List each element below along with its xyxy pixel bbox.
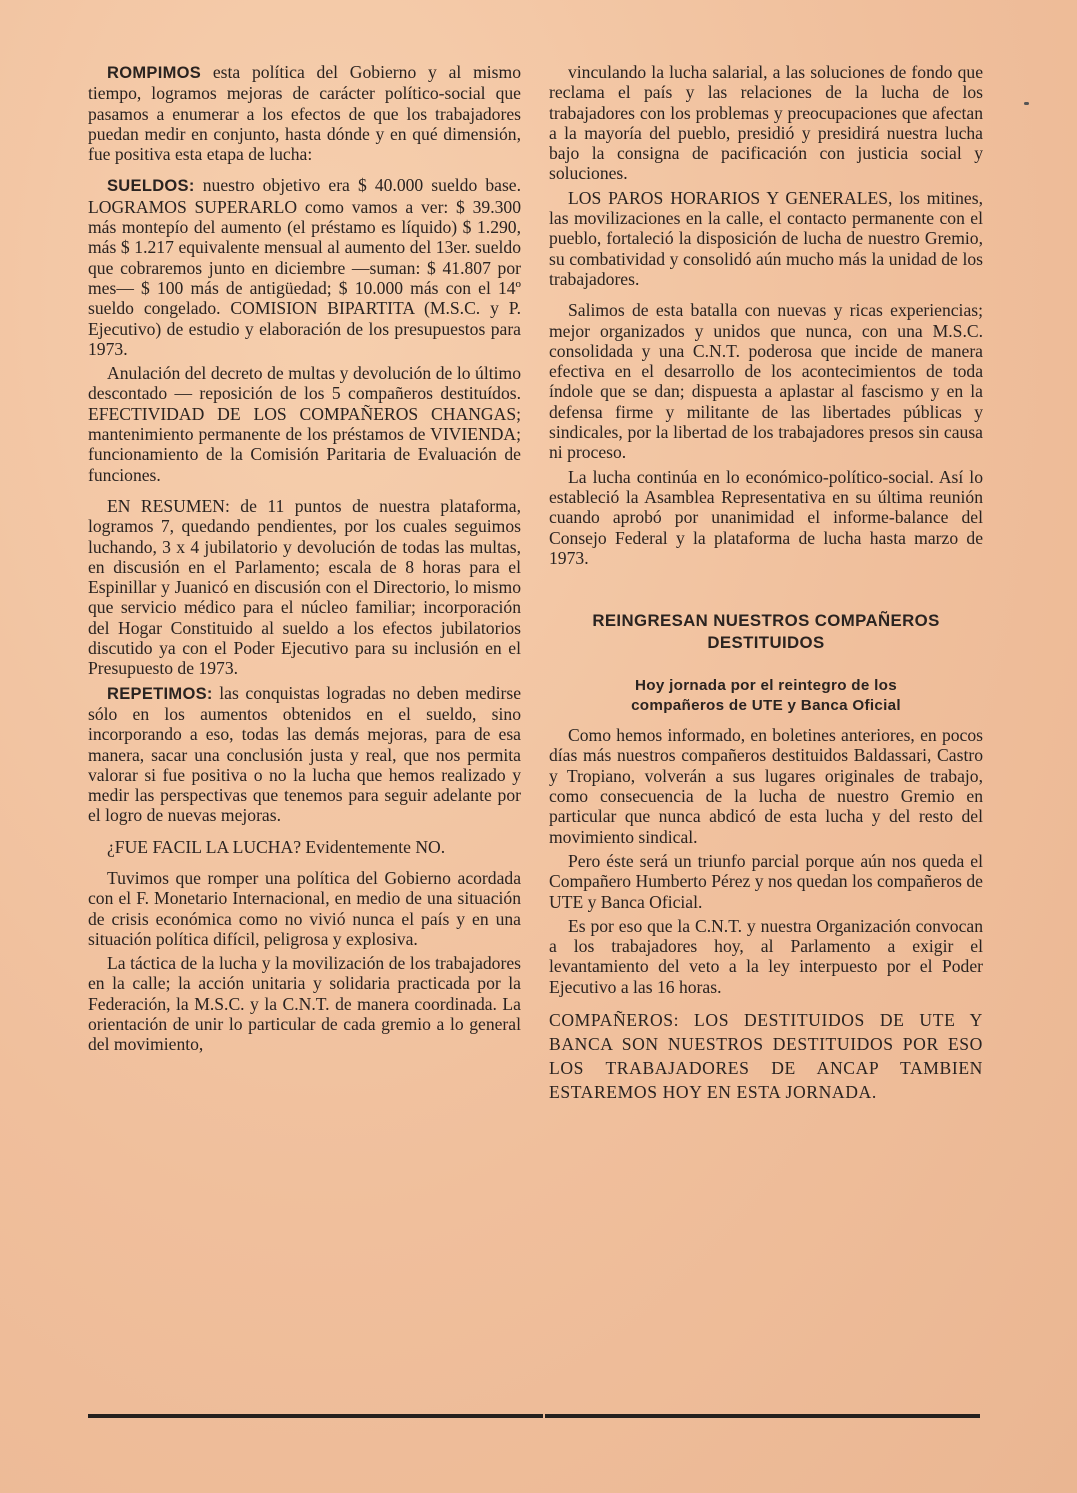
bottom-rule-left — [88, 1414, 543, 1418]
heading-line-2: DESTITUIDOS — [707, 633, 825, 653]
paragraph-text: las conquistas logradas no deben medirse sólo en los aumentos obtenidos en el sueldo, sino incorporando a eso, todas las demás mejoras, para de esa manera, sacar una conclusión justa y real, que nos permita valorar si fue positiva o no la lucha que hemos realizado y medir las perspectivas que tenemos para seguir adelante por el logro de nuevas mejoras. — [88, 682, 521, 826]
paragraph-como-hemos: Como hemos informado, en boletines anteriores, en pocos días más nuestros compañeros destituidos Baldassari, Castro y Tropiano, volverán a sus lugares originales de trabajo, como consecuencia de la lucha de nuestro Gremio en particular que nunca abdicó de esta lucha y del resto del movimiento sindical. — [549, 725, 983, 847]
lead-rompimos: ROMPIMOS — [107, 64, 202, 82]
paragraph-repetimos — [88, 683, 521, 826]
lead-sueldos: SUELDOS: — [107, 177, 195, 196]
lead-repetimos: REPETIMOS: — [107, 684, 213, 703]
paragraph-lucha-continua: La lucha continúa en lo económico-político-social. Así lo estableció la Asamblea Representativa en su última reunión cuando aprobó por unanimidad el informe-balance del Consejo Federal y la plataforma de lucha hasta marzo de 1973. — [549, 466, 983, 568]
paragraph-tuvimos: Tuvimos que romper una política del Gobierno acordada con el F. Monetario Internacional, en medio de una situación de crisis económica como no vivió nunca el país y en una situación política difícil, peligrosa y explosiva. — [88, 867, 521, 949]
left-column — [88, 62, 521, 1066]
paragraph-fue-facil: ¿FUE FACIL LA LUCHA? Evidentemente NO. — [107, 836, 446, 857]
subheading-line-2: compañeros de UTE y Banca Oficial — [631, 697, 901, 715]
paragraph-tactica: La táctica de la lucha y la movilización de los trabajadores en la calle; la acción unitaria y solidaria practicada por la Federación, la M.S.C. y la C.N.T. de manera coordinada. La orientación de unir lo particular de cada gremio a lo general del movimiento, — [88, 953, 521, 1055]
subheading-line-1: Hoy jornada por el reintegro de los — [635, 677, 897, 695]
section-subheading — [549, 676, 983, 716]
paragraph-text: nuestro objetivo era $ 40.000 sueldo base. LOGRAMOS SUPERARLO como vamos a ver: $ 39.300 más montepío del aumento (el préstamo es líquido) $ 1.290, más $ 1.217 equivalente mensual al aumento del 13er. sueldo que cobraremos junto en diciembre —suman: $ 41.807 por mes— $ 100 más de antigüedad; $ 10.000 más con el 14º sueldo congelado. COMISION BIPARTITA (M.S.C. y P. Ejecutivo) de estudio y elaboración de los presupuestos para 1973. — [88, 175, 521, 359]
paragraph-paros: LOS PAROS HORARIOS Y GENERALES, los mitines, las movilizaciones en la calle, el contacto permanente con el pueblo, fortaleció la disposición de lucha de nuestro Gremio, su combatividad y consolidó aún mucho más la unidad de los trabajadores. — [549, 187, 983, 289]
paragraph-convocan: Es por eso que la C.N.T. y nuestra Organización convocan a los trabajadores hoy, al Parlamento a exigir el levantamiento del veto a la ley interpuesto por el Poder Ejecutivo a las 16 horas. — [549, 915, 983, 997]
paragraph-closing: COMPAÑEROS: LOS DESTITUIDOS DE UTE Y BANCA SON NUESTROS DESTITUIDOS POR ESO LOS TRABAJADORES DE ANCAP TAMBIEN ESTAREMOS HOY EN ESTA JORNADA. — [549, 1009, 983, 1102]
paragraph-rompimos — [88, 62, 521, 164]
paragraph-resumen: EN RESUMEN: de 11 puntos de nuestra plataforma, logramos 7, quedando pendientes, por los cuales seguimos luchando, 3 x 4 jubilatorio y devolución de todas las multas, en discusión en el Parlamento; escala de 8 horas para el Espinillar y Juanicó en discusión con el Directorio, lo mismo que servicio médico para el núcleo familiar; incorporación del Hogar Constituido al sueldo a los efectos jubilatorios discutido ya con el Poder Ejecutivo para su inclusión en el Presupuesto de 1973. — [88, 495, 521, 679]
section-heading — [549, 610, 983, 654]
paragraph-vinculando: vinculando la lucha salarial, a las soluciones de fondo que reclama el país y las relaciones de la lucha de los trabajadores con los problemas y preocupaciones que afectan a la mayoría del pueblo, presidió y presidirá nuestra lucha bajo la consigna de pacificación con justicia social y soluciones. — [549, 62, 983, 184]
paragraph-sueldos — [88, 175, 521, 359]
bottom-rule-right — [545, 1414, 980, 1418]
paragraph-salimos: Salimos de esta batalla con nuevas y ricas experiencias; mejor organizados y unidos que nunca, con una M.S.C. consolidada y una C.N.T. poderosa que incide de manera efectiva en el desarrollo de los acontecimientos de toda índole que se dan; dispuesta a aplastar al fascismo y en la defensa firme y militante de las libertades públicas y sindicales, por la libertad de los trabajadores presos sin causa ni proceso. — [549, 300, 983, 463]
right-column — [549, 62, 983, 1115]
paragraph-text: esta política del Gobierno y al mismo tiempo, logramos mejoras de carácter político-social que pasamos a enumerar a los efectos de que los trabajadores puedan medir en conjunto, hasta dónde y en qué dimensión, fue positiva esta etapa de lucha: — [88, 62, 521, 165]
ink-speck — [1024, 102, 1029, 105]
paragraph-triunfo-parcial: Pero éste será un triunfo parcial porque aún nos queda el Compañero Humberto Pérez y nos quedan los compañeros de UTE y Banca Oficial. — [549, 850, 983, 912]
heading-line-1: REINGRESAN NUESTROS COMPAÑEROS — [592, 611, 940, 631]
paragraph-anulacion: Anulación del decreto de multas y devolución de lo último descontado — reposición de los 5 compañeros destituídos. EFECTIVIDAD DE LOS COMPAÑEROS CHANGAS; mantenimiento permanente de los préstamos de VIVIENDA; funcionamiento de la Comisión Paritaria de Evaluación de funciones. — [88, 363, 521, 485]
